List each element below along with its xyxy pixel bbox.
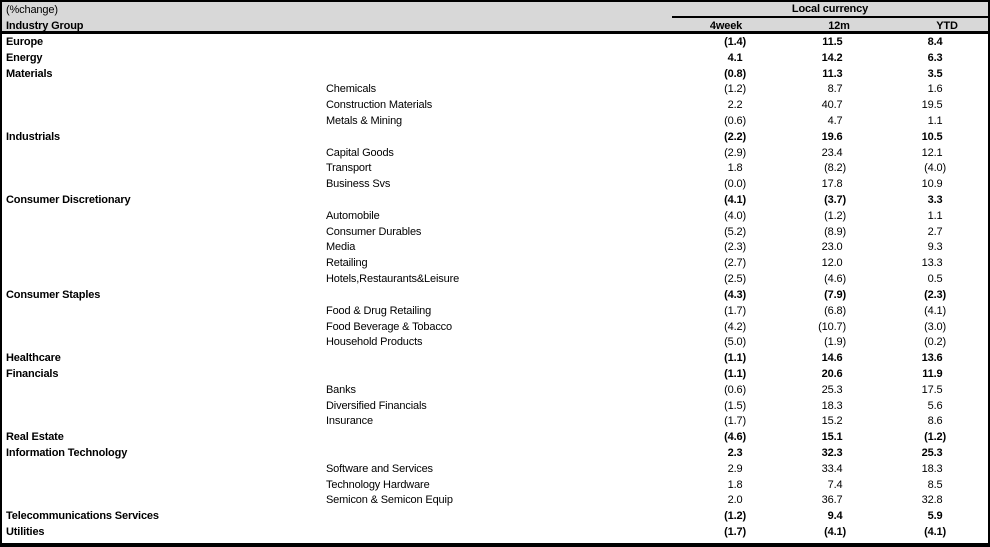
value-12m: (8.9) xyxy=(824,225,846,238)
table-row xyxy=(2,34,988,50)
column-header-12m: 12m xyxy=(828,20,850,32)
table-row xyxy=(2,429,988,445)
value-12m: (4.6) xyxy=(824,273,846,286)
sub-industry-label: Hotels,Restaurants&Leisure xyxy=(326,273,460,286)
value-ytd: 13.3 xyxy=(921,257,943,270)
value-4week: 2.2 xyxy=(727,99,743,112)
sub-industry-label: Chemicals xyxy=(326,83,376,96)
sub-industry-label: Banks xyxy=(326,383,356,396)
table-row xyxy=(2,113,988,129)
industry-group-label: Real Estate xyxy=(6,431,64,444)
value-4week: (2.2) xyxy=(724,130,746,143)
value-4week: (1.2) xyxy=(724,510,746,523)
table-row xyxy=(2,97,988,113)
table-row xyxy=(2,50,988,66)
value-ytd: 3.3 xyxy=(927,194,943,207)
value-4week: (1.5) xyxy=(724,399,746,412)
value-4week: (0.0) xyxy=(724,178,746,191)
value-ytd: (4.1) xyxy=(924,304,946,317)
value-12m: 20.6 xyxy=(821,367,843,380)
table-row xyxy=(2,493,988,509)
value-ytd: (3.0) xyxy=(924,320,946,333)
table-row xyxy=(2,524,988,540)
sub-industry-label: Technology Hardware xyxy=(326,478,430,491)
table-row xyxy=(2,334,988,350)
value-ytd: 13.6 xyxy=(921,352,943,365)
value-4week: 2.3 xyxy=(727,447,743,460)
value-ytd: 25.3 xyxy=(921,447,943,460)
value-ytd: 10.9 xyxy=(921,178,943,191)
table-row xyxy=(2,145,988,161)
value-12m: (8.2) xyxy=(824,162,846,175)
value-ytd: 18.3 xyxy=(921,462,943,475)
table-row xyxy=(2,66,988,82)
value-4week: (1.1) xyxy=(724,367,746,380)
value-4week: (5.0) xyxy=(724,336,746,349)
value-12m: 40.7 xyxy=(821,99,843,112)
value-4week: (1.7) xyxy=(724,415,746,428)
value-12m: (6.8) xyxy=(824,304,846,317)
value-4week: (1.7) xyxy=(724,304,746,317)
value-4week: 2.0 xyxy=(727,494,743,507)
value-ytd: 8.6 xyxy=(927,415,943,428)
table-row xyxy=(2,382,988,398)
industry-group-label: Industrials xyxy=(6,130,60,143)
value-12m: 18.3 xyxy=(821,399,843,412)
value-12m: (4.1) xyxy=(824,526,846,539)
industry-group-label: Financials xyxy=(6,367,59,380)
value-ytd: 19.5 xyxy=(921,99,943,112)
table-row xyxy=(2,208,988,224)
value-ytd: (4.1) xyxy=(924,526,946,539)
value-ytd: (0.2) xyxy=(924,336,946,349)
value-12m: (3.7) xyxy=(824,194,846,207)
industry-group-label: Utilities xyxy=(6,526,45,539)
table-row xyxy=(2,303,988,319)
value-4week: (0.8) xyxy=(724,67,746,80)
value-ytd: 0.5 xyxy=(927,273,943,286)
value-ytd: 6.3 xyxy=(927,51,943,64)
value-ytd: 8.4 xyxy=(927,35,943,48)
table-header xyxy=(2,2,988,34)
value-12m: 9.4 xyxy=(827,510,843,523)
value-4week: 1.8 xyxy=(727,478,743,491)
sub-industry-label: Business Svs xyxy=(326,178,391,191)
industry-group-label: Materials xyxy=(6,67,53,80)
table-body xyxy=(2,34,988,540)
value-4week: (4.3) xyxy=(724,288,746,301)
value-ytd: 5.6 xyxy=(927,399,943,412)
industry-group-label: Telecommunications Services xyxy=(6,510,159,523)
value-12m: (7.9) xyxy=(824,288,846,301)
value-4week: (0.6) xyxy=(724,114,746,127)
industry-group-label: Energy xyxy=(6,51,43,64)
value-12m: 8.7 xyxy=(827,83,843,96)
table-row xyxy=(2,350,988,366)
value-ytd: 1.1 xyxy=(927,209,943,222)
table-row xyxy=(2,477,988,493)
table-row xyxy=(2,192,988,208)
value-4week: (2.7) xyxy=(724,257,746,270)
sub-industry-label: Consumer Durables xyxy=(326,225,422,238)
sub-industry-label: Capital Goods xyxy=(326,146,394,159)
table-row xyxy=(2,240,988,256)
value-12m: (10.7) xyxy=(818,320,846,333)
value-4week: (0.6) xyxy=(724,383,746,396)
value-4week: (1.4) xyxy=(724,35,746,48)
value-4week: 1.8 xyxy=(727,162,743,175)
industry-group-header: Industry Group xyxy=(6,20,84,32)
value-4week: (1.2) xyxy=(724,83,746,96)
value-ytd: 11.9 xyxy=(922,367,943,380)
table-row xyxy=(2,81,988,97)
value-ytd: (2.3) xyxy=(924,288,946,301)
local-currency-header: Local currency xyxy=(672,2,988,18)
sub-industry-label: Media xyxy=(326,241,356,254)
table-row xyxy=(2,287,988,303)
value-12m: 15.1 xyxy=(821,431,843,444)
value-4week: (4.0) xyxy=(724,209,746,222)
sub-industry-label: Diversified Financials xyxy=(326,399,427,412)
table-row xyxy=(2,319,988,335)
table-row xyxy=(2,398,988,414)
table-row xyxy=(2,366,988,382)
sub-industry-label: Software and Services xyxy=(326,462,433,475)
table-row xyxy=(2,255,988,271)
value-ytd: 5.9 xyxy=(927,510,943,523)
value-12m: 36.7 xyxy=(821,494,843,507)
value-ytd: 2.7 xyxy=(927,225,943,238)
value-12m: (1.2) xyxy=(824,209,846,222)
sub-industry-label: Food & Drug Retailing xyxy=(326,304,432,317)
table-row xyxy=(2,461,988,477)
sub-industry-label: Transport xyxy=(326,162,372,175)
table-row xyxy=(2,161,988,177)
sub-industry-label: Retailing xyxy=(326,257,368,270)
value-12m: 7.4 xyxy=(827,478,843,491)
value-12m: 25.3 xyxy=(821,383,843,396)
value-4week: (2.3) xyxy=(724,241,746,254)
value-12m: (1.9) xyxy=(824,336,846,349)
value-ytd: 9.3 xyxy=(927,241,943,254)
sub-industry-label: Food Beverage & Tobacco xyxy=(326,320,452,333)
table-row xyxy=(2,176,988,192)
value-4week: 2.9 xyxy=(727,462,743,475)
industry-group-label: Europe xyxy=(6,35,43,48)
column-header-4week: 4week xyxy=(709,20,743,32)
value-ytd: 12.1 xyxy=(921,146,943,159)
sub-industry-label: Construction Materials xyxy=(326,99,433,112)
sub-industry-label: Automobile xyxy=(326,209,380,222)
value-12m: 17.8 xyxy=(821,178,843,191)
value-12m: 11.5 xyxy=(822,35,843,48)
value-12m: 23.4 xyxy=(821,146,843,159)
value-ytd: (1.2) xyxy=(924,431,946,444)
value-ytd: 3.5 xyxy=(927,67,943,80)
sub-industry-label: Semicon & Semicon Equip xyxy=(326,494,453,507)
value-4week: (4.2) xyxy=(724,320,746,333)
table-row xyxy=(2,508,988,524)
table-row xyxy=(2,414,988,430)
value-4week: (4.6) xyxy=(724,431,746,444)
sub-industry-label: Household Products xyxy=(326,336,423,349)
table-row xyxy=(2,271,988,287)
value-12m: 14.2 xyxy=(821,51,843,64)
value-12m: 4.7 xyxy=(827,114,843,127)
value-12m: 15.2 xyxy=(821,415,843,428)
value-4week: (1.7) xyxy=(724,526,746,539)
value-12m: 14.6 xyxy=(821,352,843,365)
value-12m: 33.4 xyxy=(821,462,843,475)
value-ytd: (4.0) xyxy=(924,162,946,175)
value-ytd: 32.8 xyxy=(921,494,943,507)
value-4week: (2.9) xyxy=(724,146,746,159)
table-row xyxy=(2,129,988,145)
value-12m: 32.3 xyxy=(821,447,843,460)
value-12m: 12.0 xyxy=(821,257,843,270)
percent-change-label: (%change) xyxy=(6,4,58,16)
value-12m: 11.3 xyxy=(822,67,843,80)
sub-industry-label: Metals & Mining xyxy=(326,114,403,127)
industry-group-label: Healthcare xyxy=(6,352,61,365)
column-header-ytd: YTD xyxy=(936,20,958,32)
value-ytd: 1.1 xyxy=(927,114,943,127)
value-ytd: 1.6 xyxy=(927,83,943,96)
sub-industry-label: Insurance xyxy=(326,415,373,428)
value-12m: 23.0 xyxy=(821,241,843,254)
value-4week: (2.5) xyxy=(724,273,746,286)
value-12m: 19.6 xyxy=(821,130,843,143)
industry-group-label: Information Technology xyxy=(6,447,128,460)
value-ytd: 17.5 xyxy=(921,383,943,396)
industry-group-label: Consumer Discretionary xyxy=(6,194,131,207)
value-4week: (1.1) xyxy=(724,352,746,365)
value-4week: 4.1 xyxy=(727,51,743,64)
value-4week: (5.2) xyxy=(724,225,746,238)
table-row xyxy=(2,224,988,240)
value-4week: (4.1) xyxy=(724,194,746,207)
table-row xyxy=(2,445,988,461)
value-ytd: 10.5 xyxy=(921,130,943,143)
industry-group-label: Consumer Staples xyxy=(6,288,101,301)
value-ytd: 8.5 xyxy=(927,478,943,491)
